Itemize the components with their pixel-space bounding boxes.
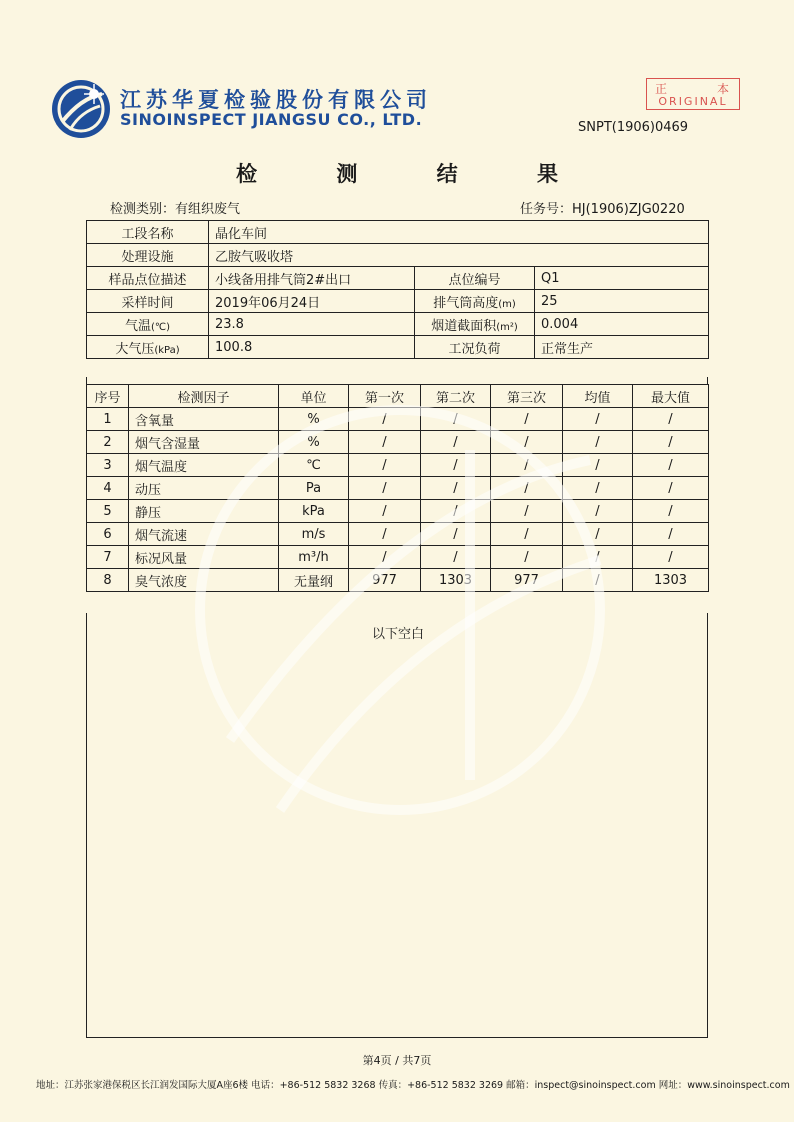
cell-first: / <box>349 454 421 477</box>
cell-index: 3 <box>87 454 129 477</box>
cell-third: / <box>491 454 563 477</box>
cell-factor: 烟气流速 <box>129 523 279 546</box>
table-row <box>87 569 709 592</box>
table-row <box>87 431 709 454</box>
table-row <box>87 290 709 313</box>
cell-mean: / <box>563 408 633 431</box>
cell-unit: % <box>279 431 349 454</box>
cell-factor: 静压 <box>129 500 279 523</box>
cell-factor: 动压 <box>129 477 279 500</box>
section-name-value: 晶化车间 <box>209 221 709 244</box>
cell-third: / <box>491 500 563 523</box>
flue-area-unit: (m²) <box>496 321 518 333</box>
table-header-row <box>87 385 709 408</box>
cell-max: / <box>633 546 709 569</box>
temp-value: 23.8 <box>209 313 415 336</box>
cell-third: / <box>491 477 563 500</box>
table-row <box>87 523 709 546</box>
cell-factor: 标况风量 <box>129 546 279 569</box>
cell-max: / <box>633 431 709 454</box>
cell-second: / <box>421 477 491 500</box>
stack-height-label <box>415 290 535 313</box>
cell-second: 1303 <box>421 569 491 592</box>
facility-label: 处理设施 <box>87 244 209 267</box>
cell-mean: / <box>563 569 633 592</box>
table-row <box>87 221 709 244</box>
col-header-unit: 单位 <box>279 385 349 408</box>
cell-third: / <box>491 408 563 431</box>
table-row <box>87 336 709 359</box>
cell-second: / <box>421 523 491 546</box>
cell-unit: Pa <box>279 477 349 500</box>
table-row <box>87 500 709 523</box>
cell-mean: / <box>563 523 633 546</box>
table-row <box>87 408 709 431</box>
table-row <box>87 244 709 267</box>
cell-mean: / <box>563 454 633 477</box>
temp-unit: (℃) <box>150 321 171 333</box>
cell-third: / <box>491 546 563 569</box>
stack-height-label-text: 排气筒高度 <box>433 295 499 311</box>
cell-third: / <box>491 431 563 454</box>
cell-mean: / <box>563 546 633 569</box>
task-number: 任务号：HJ(1906)ZJG0220 <box>520 202 685 217</box>
cell-second: / <box>421 431 491 454</box>
table-spacer <box>86 377 708 384</box>
stamp-text-original: ORIGINAL <box>658 95 728 108</box>
section-name-label: 工段名称 <box>87 221 209 244</box>
test-category: 检测类别：有组织废气 <box>110 202 241 217</box>
condition-value: 正常生产 <box>535 336 709 359</box>
cell-index: 6 <box>87 523 129 546</box>
flue-area-label-text: 烟道截面积 <box>431 318 497 334</box>
cell-unit: ℃ <box>279 454 349 477</box>
cell-mean: / <box>563 500 633 523</box>
temp-label-text: 气温 <box>124 318 151 334</box>
col-header-second: 第二次 <box>421 385 491 408</box>
point-desc-label: 样品点位描述 <box>87 267 209 290</box>
cell-index: 7 <box>87 546 129 569</box>
cell-max: / <box>633 408 709 431</box>
cell-max: / <box>633 523 709 546</box>
footer-contact: 地址：江苏张家港保税区长江润发国际大厦A座6楼 电话：+86-512 5832 3268 传真：+86-512 5832 3269 邮箱：inspect@sinoinspect.com 网址：www.sinoinspect.com <box>36 1080 790 1091</box>
cell-max: / <box>633 454 709 477</box>
cell-unit: 无量纲 <box>279 569 349 592</box>
cell-max: / <box>633 477 709 500</box>
cell-first: / <box>349 408 421 431</box>
cell-first: / <box>349 523 421 546</box>
blank-note: 以下空白 <box>371 627 424 642</box>
point-no-value: Q1 <box>535 267 709 290</box>
flue-area-value: 0.004 <box>535 313 709 336</box>
col-header-factor: 检测因子 <box>129 385 279 408</box>
report-number: SNPT(1906)0469 <box>578 120 689 135</box>
cell-third: 977 <box>491 569 563 592</box>
col-header-index: 序号 <box>87 385 129 408</box>
cell-factor: 臭气浓度 <box>129 569 279 592</box>
col-header-first: 第一次 <box>349 385 421 408</box>
page-number: 第4页 / 共7页 <box>362 1054 432 1067</box>
cell-factor: 烟气含湿量 <box>129 431 279 454</box>
col-header-mean: 均值 <box>563 385 633 408</box>
sample-info-table <box>86 220 709 359</box>
cell-unit: m/s <box>279 523 349 546</box>
measurement-table <box>86 384 709 592</box>
temp-label <box>87 313 209 336</box>
facility-value: 乙胺气吸收塔 <box>209 244 709 267</box>
table-row <box>87 477 709 500</box>
cell-unit: kPa <box>279 500 349 523</box>
cell-first: / <box>349 431 421 454</box>
col-header-third: 第三次 <box>491 385 563 408</box>
cell-factor: 烟气温度 <box>129 454 279 477</box>
cell-second: / <box>421 546 491 569</box>
cell-index: 2 <box>87 431 129 454</box>
original-stamp <box>646 78 740 110</box>
table-row <box>87 546 709 569</box>
sample-time-value: 2019年06月24日 <box>209 290 415 313</box>
point-no-label: 点位编号 <box>415 267 535 290</box>
stamp-text-left: 正 <box>655 82 668 96</box>
cell-index: 8 <box>87 569 129 592</box>
company-name-cn: 江苏华夏检验股份有限公司 <box>120 88 432 112</box>
company-logo-icon <box>50 78 112 140</box>
cell-unit: % <box>279 408 349 431</box>
cell-first: / <box>349 477 421 500</box>
cell-index: 5 <box>87 500 129 523</box>
cell-max: 1303 <box>633 569 709 592</box>
blank-area <box>86 613 708 1038</box>
cell-unit: m³/h <box>279 546 349 569</box>
table-row <box>87 267 709 290</box>
stamp-text-right: 本 <box>716 82 729 96</box>
cell-index: 4 <box>87 477 129 500</box>
table-row <box>87 454 709 477</box>
cell-mean: / <box>563 477 633 500</box>
cell-second: / <box>421 500 491 523</box>
cell-first: / <box>349 546 421 569</box>
pressure-unit: (kPa) <box>154 344 180 356</box>
table-row <box>87 313 709 336</box>
point-desc-value: 小线备用排气筒2#出口 <box>209 267 415 290</box>
company-name-en: SINOINSPECT JIANGSU CO., LTD. <box>120 110 423 129</box>
cell-second: / <box>421 408 491 431</box>
cell-max: / <box>633 500 709 523</box>
cell-third: / <box>491 523 563 546</box>
cell-second: / <box>421 454 491 477</box>
flue-area-label <box>415 313 535 336</box>
cell-mean: / <box>563 431 633 454</box>
cell-first: / <box>349 500 421 523</box>
pressure-value: 100.8 <box>209 336 415 359</box>
stack-height-unit: (m) <box>498 298 516 310</box>
page-title: 检 测 结 果 <box>236 162 594 186</box>
sample-time-label: 采样时间 <box>87 290 209 313</box>
pressure-label-text: 大气压 <box>115 341 155 357</box>
cell-first: 977 <box>349 569 421 592</box>
stack-height-value: 25 <box>535 290 709 313</box>
cell-factor: 含氧量 <box>129 408 279 431</box>
col-header-max: 最大值 <box>633 385 709 408</box>
condition-label: 工况负荷 <box>415 336 535 359</box>
cell-index: 1 <box>87 408 129 431</box>
pressure-label <box>87 336 209 359</box>
